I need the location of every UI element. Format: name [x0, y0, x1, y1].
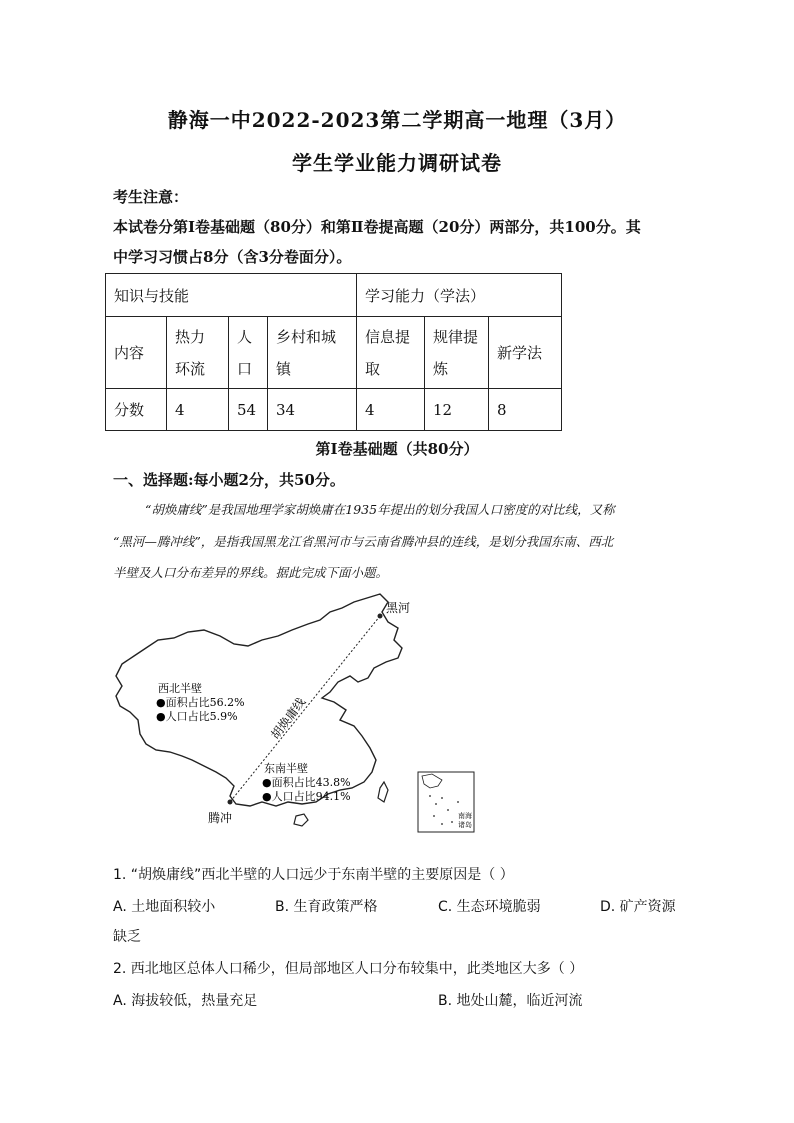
notice-line-2: 中学习习惯占8分（含3分卷面分）。 — [113, 248, 352, 266]
table-score-cell: 4 — [167, 389, 229, 431]
inset-islands — [429, 795, 459, 825]
inset-label-1: 南海 — [458, 812, 472, 820]
section-heading: 一、选择题:每小题2分，共50分。 — [113, 471, 345, 489]
heihe-dot — [378, 614, 383, 619]
table-group-ability: 学习能力（学法） — [357, 274, 562, 317]
table-header-cell: 新学法 — [489, 317, 562, 389]
notice-line-1: 本试卷分第Ⅰ卷基础题（80分）和第Ⅱ卷提高题（20分）两部分，共100分。其 — [113, 218, 641, 236]
label-hu-line: 胡焕庸线 — [268, 695, 309, 742]
china-population-map — [112, 590, 492, 835]
table-header-cell: 人 口 — [229, 317, 268, 389]
question-1-option-b: B. 生育政策严格 — [275, 899, 378, 915]
question-1-option-a: A. 土地面积较小 — [113, 899, 216, 915]
nw-title: 西北半壁 — [158, 682, 202, 695]
tengchong-dot — [228, 800, 233, 805]
nw-pop: ●人口占比5.9% — [156, 710, 238, 723]
notice-label: 考生注意： — [113, 188, 189, 206]
question-2-option-b: B. 地处山麓，临近河流 — [438, 993, 583, 1009]
table-header-cell: 乡村和城 镇 — [268, 317, 357, 389]
question-1-stem: 1. “胡焕庸线”西北半壁的人口远少于东南半壁的主要原因是（ ） — [113, 867, 514, 883]
hainan-island — [294, 814, 308, 826]
table-score-cell: 4 — [357, 389, 425, 431]
question-2-option-a: A. 海拔较低，热量充足 — [113, 993, 258, 1009]
question-1-option-d-wrap: 缺乏 — [113, 929, 141, 945]
table-score-cell: 12 — [425, 389, 489, 431]
question-1-option-d: D. 矿产资源 — [600, 899, 676, 915]
se-area: ●面积占比43.8% — [262, 776, 351, 789]
exam-title: 静海一中2022-2023第二学期高一地理（3月） — [167, 108, 627, 132]
taiwan-island — [378, 782, 388, 802]
exam-subtitle: 学生学业能力调研试卷 — [292, 151, 502, 175]
table-header-cell: 热力 环流 — [167, 317, 229, 389]
intro-line-2: “黑河—腾冲线”，是指我国黑龙江省黑河市与云南省腾冲县的连线，是划分我国东南、西北 — [113, 534, 614, 549]
table-row-label-content: 内容 — [106, 317, 167, 389]
table-header-cell: 信息提 取 — [357, 317, 425, 389]
se-pop: ●人口占比94.1% — [262, 790, 351, 803]
nw-area: ●面积占比56.2% — [156, 696, 245, 709]
intro-line-1: “胡焕庸线”是我国地理学家胡焕庸在1935年提出的划分我国人口密度的对比线，又称 — [145, 502, 615, 517]
label-tengchong: 腾冲 — [208, 811, 233, 825]
se-title: 东南半壁 — [264, 762, 308, 775]
table-row-label-score: 分数 — [106, 389, 167, 431]
score-table — [105, 273, 562, 431]
inset-label-2: 诸岛 — [458, 821, 472, 829]
table-score-cell: 8 — [489, 389, 562, 431]
intro-line-3: 半壁及人口分布差异的界线。据此完成下面小题。 — [113, 565, 389, 580]
label-heihe: 黑河 — [386, 601, 411, 615]
table-score-cell: 54 — [229, 389, 268, 431]
question-2-stem: 2. 西北地区总体人口稀少，但局部地区人口分布较集中，此类地区大多（ ） — [113, 961, 584, 977]
table-header-cell: 规律提 炼 — [425, 317, 489, 389]
table-group-knowledge: 知识与技能 — [106, 274, 357, 317]
part-title: 第Ⅰ卷基础题（共80分） — [315, 440, 479, 458]
table-score-cell: 34 — [268, 389, 357, 431]
question-1-option-c: C. 生态环境脆弱 — [438, 899, 541, 915]
